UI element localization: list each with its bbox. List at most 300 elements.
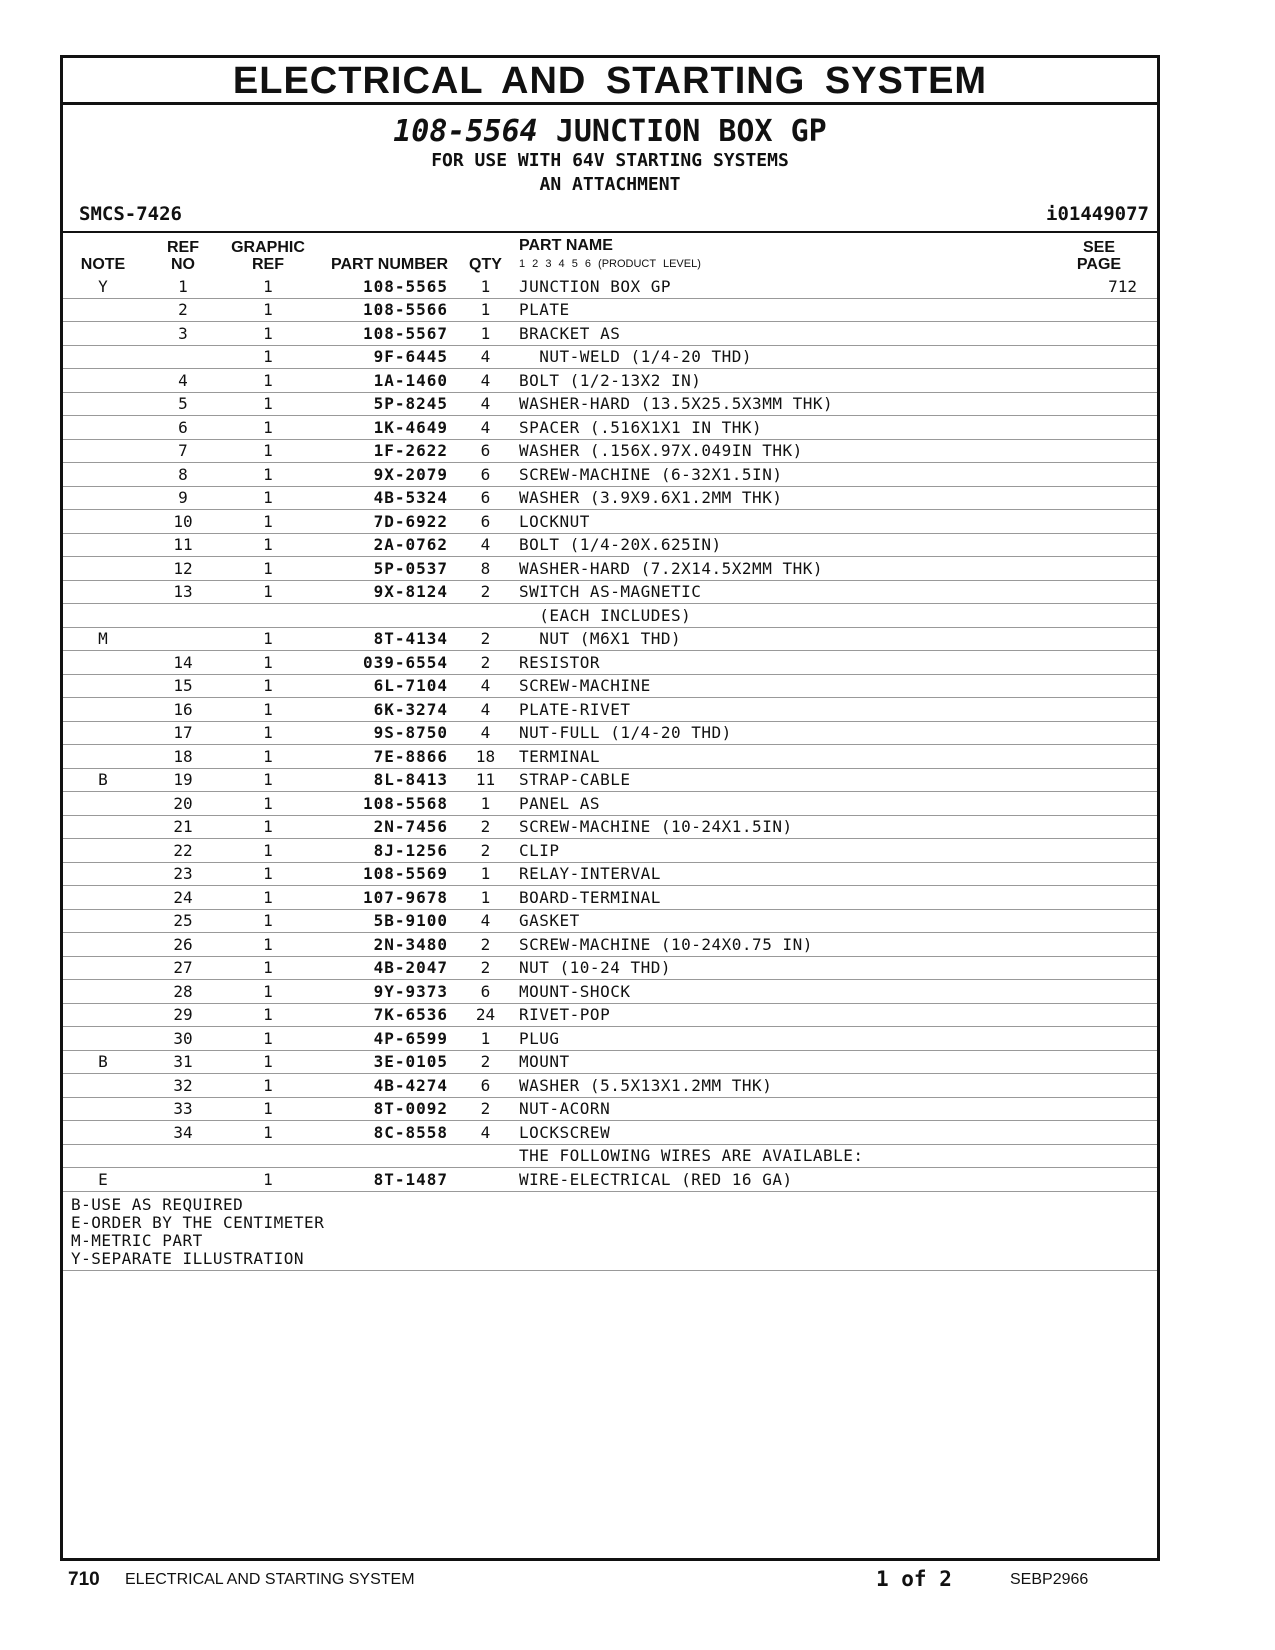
row-qty: 4 xyxy=(458,698,513,722)
row-graphic-ref: 1 xyxy=(223,768,313,792)
table-row xyxy=(63,698,1157,722)
table-row xyxy=(63,933,1157,957)
group-number: 108-5564 xyxy=(393,114,538,149)
row-graphic-ref: 1 xyxy=(223,392,313,416)
row-note xyxy=(63,345,143,369)
row-part-name: SCREW-MACHINE xyxy=(513,674,1041,698)
table-row xyxy=(63,1003,1157,1027)
row-ref-no: 30 xyxy=(143,1027,223,1051)
row-qty: 1 xyxy=(458,886,513,910)
row-note xyxy=(63,1027,143,1051)
row-ref-no: 32 xyxy=(143,1074,223,1098)
row-note xyxy=(63,1144,143,1168)
row-see-page xyxy=(1041,1144,1157,1168)
row-part-name: TERMINAL xyxy=(513,745,1041,769)
row-qty: 2 xyxy=(458,956,513,980)
row-part-number: 2N-3480 xyxy=(313,933,458,957)
note-line: B-USE AS REQUIRED xyxy=(71,1194,244,1214)
row-graphic-ref: 1 xyxy=(223,1121,313,1145)
row-graphic-ref: 1 xyxy=(223,510,313,534)
group-title xyxy=(63,115,1157,149)
row-part-name: WASHER-HARD (13.5X25.5X3MM THK) xyxy=(513,392,1041,416)
row-ref-no: 12 xyxy=(143,557,223,581)
row-qty: 6 xyxy=(458,510,513,534)
row-part-number xyxy=(313,604,458,628)
table-row xyxy=(63,651,1157,675)
row-graphic-ref: 1 xyxy=(223,1027,313,1051)
row-qty: 8 xyxy=(458,557,513,581)
row-graphic-ref: 1 xyxy=(223,533,313,557)
row-see-page xyxy=(1041,533,1157,557)
row-ref-no: 7 xyxy=(143,439,223,463)
row-part-name: BRACKET AS xyxy=(513,322,1041,346)
row-graphic-ref: 1 xyxy=(223,439,313,463)
row-qty: 4 xyxy=(458,369,513,393)
row-graphic-ref: 1 xyxy=(223,416,313,440)
table-row xyxy=(63,862,1157,886)
row-graphic-ref: 1 xyxy=(223,933,313,957)
table-row xyxy=(63,815,1157,839)
row-graphic-ref: 1 xyxy=(223,839,313,863)
document-number: SEBP2966 xyxy=(1010,1571,1089,1588)
row-part-number: 1K-4649 xyxy=(313,416,458,440)
row-graphic-ref: 1 xyxy=(223,298,313,322)
row-see-page xyxy=(1041,369,1157,393)
row-graphic-ref: 1 xyxy=(223,815,313,839)
row-ref-no xyxy=(143,345,223,369)
row-part-number: 2A-0762 xyxy=(313,533,458,557)
row-part-number: 9X-2079 xyxy=(313,463,458,487)
row-see-page xyxy=(1041,486,1157,510)
row-note xyxy=(63,486,143,510)
row-note xyxy=(63,909,143,933)
table-row xyxy=(63,721,1157,745)
row-graphic-ref: 1 xyxy=(223,463,313,487)
row-see-page xyxy=(1041,322,1157,346)
table-row xyxy=(63,510,1157,534)
row-graphic-ref: 1 xyxy=(223,345,313,369)
code-bar xyxy=(63,197,1157,233)
row-see-page xyxy=(1041,768,1157,792)
smcs-code: SMCS-7426 xyxy=(79,203,182,225)
row-ref-no: 26 xyxy=(143,933,223,957)
table-row xyxy=(63,557,1157,581)
row-qty: 1 xyxy=(458,792,513,816)
row-ref-no: 25 xyxy=(143,909,223,933)
row-ref-no: 28 xyxy=(143,980,223,1004)
row-part-name: PLUG xyxy=(513,1027,1041,1051)
row-graphic-ref: 1 xyxy=(223,557,313,581)
row-part-name: THE FOLLOWING WIRES ARE AVAILABLE: xyxy=(513,1144,1041,1168)
row-graphic-ref: 1 xyxy=(223,745,313,769)
row-part-number: 8L-8413 xyxy=(313,768,458,792)
row-qty: 4 xyxy=(458,674,513,698)
row-note xyxy=(63,745,143,769)
table-row xyxy=(63,345,1157,369)
row-part-name: SCREW-MACHINE (10-24X1.5IN) xyxy=(513,815,1041,839)
row-qty: 2 xyxy=(458,815,513,839)
row-see-page xyxy=(1041,956,1157,980)
row-see-page xyxy=(1041,298,1157,322)
row-part-name: PANEL AS xyxy=(513,792,1041,816)
row-part-number: 108-5567 xyxy=(313,322,458,346)
row-part-name: STRAP-CABLE xyxy=(513,768,1041,792)
row-graphic-ref: 1 xyxy=(223,627,313,651)
table-row xyxy=(63,886,1157,910)
row-note xyxy=(63,1074,143,1098)
col-note: NOTE xyxy=(80,256,126,273)
row-graphic-ref: 1 xyxy=(223,1168,313,1192)
row-graphic-ref xyxy=(223,604,313,628)
row-note xyxy=(63,322,143,346)
catalog-frame xyxy=(60,55,1160,1561)
table-row xyxy=(63,416,1157,440)
row-see-page xyxy=(1041,745,1157,769)
row-part-number: 108-5569 xyxy=(313,862,458,886)
table-row xyxy=(63,745,1157,769)
row-qty: 4 xyxy=(458,416,513,440)
row-ref-no: 18 xyxy=(143,745,223,769)
row-part-number: 108-5566 xyxy=(313,298,458,322)
row-qty: 2 xyxy=(458,839,513,863)
table-row xyxy=(63,1074,1157,1098)
row-part-name: BOARD-TERMINAL xyxy=(513,886,1041,910)
table-row xyxy=(63,956,1157,980)
table-row xyxy=(63,1027,1157,1051)
row-part-number: 5P-0537 xyxy=(313,557,458,581)
row-see-page xyxy=(1041,1050,1157,1074)
row-graphic-ref: 1 xyxy=(223,275,313,298)
row-qty: 6 xyxy=(458,1074,513,1098)
table-row xyxy=(63,1168,1157,1192)
table-row xyxy=(63,439,1157,463)
table-row xyxy=(63,909,1157,933)
row-qty: 2 xyxy=(458,651,513,675)
table-row xyxy=(63,298,1157,322)
row-note xyxy=(63,1121,143,1145)
row-ref-no xyxy=(143,604,223,628)
row-qty: 11 xyxy=(458,768,513,792)
row-see-page xyxy=(1041,627,1157,651)
table-row xyxy=(63,1121,1157,1145)
row-graphic-ref: 1 xyxy=(223,980,313,1004)
row-see-page xyxy=(1041,580,1157,604)
row-qty: 6 xyxy=(458,980,513,1004)
row-see-page xyxy=(1041,604,1157,628)
row-see-page xyxy=(1041,1121,1157,1145)
row-note xyxy=(63,1097,143,1121)
row-see-page xyxy=(1041,1003,1157,1027)
row-part-number: 7D-6922 xyxy=(313,510,458,534)
row-part-number: 1A-1460 xyxy=(313,369,458,393)
row-note xyxy=(63,721,143,745)
row-see-page xyxy=(1041,839,1157,863)
table-row xyxy=(63,792,1157,816)
row-part-name: NUT (M6X1 THD) xyxy=(513,627,1041,651)
row-see-page xyxy=(1041,815,1157,839)
row-note xyxy=(63,298,143,322)
row-ref-no: 21 xyxy=(143,815,223,839)
row-note xyxy=(63,956,143,980)
row-note: M xyxy=(63,627,143,651)
row-qty: 4 xyxy=(458,909,513,933)
notes-legend xyxy=(63,1192,1157,1271)
row-ref-no: 33 xyxy=(143,1097,223,1121)
row-ref-no xyxy=(143,1144,223,1168)
row-graphic-ref: 1 xyxy=(223,862,313,886)
row-qty: 1 xyxy=(458,322,513,346)
col-graphic-ref: GRAPHIC REF xyxy=(231,239,305,273)
row-part-name: WASHER (3.9X9.6X1.2MM THK) xyxy=(513,486,1041,510)
row-graphic-ref: 1 xyxy=(223,1074,313,1098)
table-row xyxy=(63,322,1157,346)
row-ref-no: 6 xyxy=(143,416,223,440)
row-ref-no: 29 xyxy=(143,1003,223,1027)
row-part-name: MOUNT xyxy=(513,1050,1041,1074)
table-header xyxy=(63,233,1157,275)
row-ref-no: 15 xyxy=(143,674,223,698)
row-ref-no: 3 xyxy=(143,322,223,346)
row-see-page xyxy=(1041,674,1157,698)
row-note xyxy=(63,674,143,698)
row-part-name: WASHER-HARD (7.2X14.5X2MM THK) xyxy=(513,557,1041,581)
col-part-number: PART NUMBER xyxy=(330,256,448,273)
row-ref-no: 13 xyxy=(143,580,223,604)
row-qty: 2 xyxy=(458,1050,513,1074)
row-ref-no: 11 xyxy=(143,533,223,557)
row-graphic-ref xyxy=(223,1144,313,1168)
row-ref-no: 17 xyxy=(143,721,223,745)
row-qty: 4 xyxy=(458,721,513,745)
row-graphic-ref: 1 xyxy=(223,580,313,604)
row-ref-no: 4 xyxy=(143,369,223,393)
note-line: Y-SEPARATE ILLUSTRATION xyxy=(71,1248,305,1268)
row-part-name: SWITCH AS-MAGNETIC xyxy=(513,580,1041,604)
row-part-number: 108-5568 xyxy=(313,792,458,816)
row-note xyxy=(63,792,143,816)
row-see-page xyxy=(1041,510,1157,534)
row-ref-no: 14 xyxy=(143,651,223,675)
row-qty: 1 xyxy=(458,275,513,298)
sheet-indicator: 1 of 2 xyxy=(876,1567,952,1591)
row-see-page xyxy=(1041,698,1157,722)
row-qty: 2 xyxy=(458,627,513,651)
row-graphic-ref: 1 xyxy=(223,1097,313,1121)
page-title: ELECTRICAL AND STARTING SYSTEM xyxy=(63,58,1157,105)
row-part-name: SCREW-MACHINE (6-32X1.5IN) xyxy=(513,463,1041,487)
row-part-name: BOLT (1/4-20X.625IN) xyxy=(513,533,1041,557)
row-part-number: 039-6554 xyxy=(313,651,458,675)
row-part-name: CLIP xyxy=(513,839,1041,863)
table-row xyxy=(63,392,1157,416)
row-see-page xyxy=(1041,651,1157,675)
row-part-name: NUT-FULL (1/4-20 THD) xyxy=(513,721,1041,745)
row-qty: 4 xyxy=(458,392,513,416)
row-part-name: LOCKSCREW xyxy=(513,1121,1041,1145)
row-note: E xyxy=(63,1168,143,1192)
row-part-number: 9F-6445 xyxy=(313,345,458,369)
row-ref-no: 23 xyxy=(143,862,223,886)
row-note xyxy=(63,392,143,416)
row-qty: 4 xyxy=(458,345,513,369)
table-row xyxy=(63,674,1157,698)
row-part-number: 6K-3274 xyxy=(313,698,458,722)
row-graphic-ref: 1 xyxy=(223,486,313,510)
row-part-number: 5P-8245 xyxy=(313,392,458,416)
row-qty: 18 xyxy=(458,745,513,769)
table-row xyxy=(63,1097,1157,1121)
row-note xyxy=(63,651,143,675)
row-ref-no: 31 xyxy=(143,1050,223,1074)
row-part-number: 4B-5324 xyxy=(313,486,458,510)
row-part-number: 1F-2622 xyxy=(313,439,458,463)
row-part-name: LOCKNUT xyxy=(513,510,1041,534)
row-qty: 24 xyxy=(458,1003,513,1027)
row-part-number: 7E-8866 xyxy=(313,745,458,769)
row-part-number: 4B-4274 xyxy=(313,1074,458,1098)
row-part-name: SCREW-MACHINE (10-24X0.75 IN) xyxy=(513,933,1041,957)
table-row xyxy=(63,1050,1157,1074)
row-part-number: 8C-8558 xyxy=(313,1121,458,1145)
row-note xyxy=(63,815,143,839)
row-part-number: 2N-7456 xyxy=(313,815,458,839)
row-qty: 2 xyxy=(458,580,513,604)
row-see-page xyxy=(1041,933,1157,957)
row-ref-no: 10 xyxy=(143,510,223,534)
row-note: B xyxy=(63,768,143,792)
row-note xyxy=(63,463,143,487)
table-row xyxy=(63,275,1157,298)
row-qty: 6 xyxy=(458,486,513,510)
row-part-number: 8J-1256 xyxy=(313,839,458,863)
row-graphic-ref: 1 xyxy=(223,956,313,980)
row-ref-no: 5 xyxy=(143,392,223,416)
table-row xyxy=(63,1144,1157,1168)
row-part-name: WASHER (5.5X13X1.2MM THK) xyxy=(513,1074,1041,1098)
row-ref-no: 22 xyxy=(143,839,223,863)
parts-table xyxy=(63,233,1157,1192)
col-qty: QTY xyxy=(469,256,502,273)
row-note xyxy=(63,980,143,1004)
footer-section: ELECTRICAL AND STARTING SYSTEM xyxy=(125,1571,415,1588)
table-row xyxy=(63,768,1157,792)
row-note xyxy=(63,933,143,957)
row-qty: 6 xyxy=(458,463,513,487)
row-see-page xyxy=(1041,463,1157,487)
row-qty: 6 xyxy=(458,439,513,463)
row-note xyxy=(63,886,143,910)
table-row xyxy=(63,580,1157,604)
row-see-page xyxy=(1041,862,1157,886)
group-usage-line: FOR USE WITH 64V STARTING SYSTEMS xyxy=(431,150,789,171)
row-part-name: NUT-WELD (1/4-20 THD) xyxy=(513,345,1041,369)
table-row xyxy=(63,463,1157,487)
row-see-page xyxy=(1041,416,1157,440)
row-part-name: PLATE xyxy=(513,298,1041,322)
row-note xyxy=(63,557,143,581)
row-graphic-ref: 1 xyxy=(223,369,313,393)
row-graphic-ref: 1 xyxy=(223,1003,313,1027)
row-graphic-ref: 1 xyxy=(223,674,313,698)
row-note xyxy=(63,533,143,557)
row-graphic-ref: 1 xyxy=(223,909,313,933)
col-ref-no: REF NO xyxy=(167,239,199,273)
row-note xyxy=(63,510,143,534)
table-row xyxy=(63,980,1157,1004)
row-part-name: (EACH INCLUDES) xyxy=(513,604,1041,628)
row-qty xyxy=(458,1144,513,1168)
row-qty: 1 xyxy=(458,298,513,322)
row-qty: 4 xyxy=(458,533,513,557)
row-qty: 2 xyxy=(458,933,513,957)
row-qty xyxy=(458,604,513,628)
row-part-number: 8T-4134 xyxy=(313,627,458,651)
row-part-number: 5B-9100 xyxy=(313,909,458,933)
row-see-page: 712 xyxy=(1041,275,1157,298)
table-row xyxy=(63,604,1157,628)
illustration-id: i01449077 xyxy=(1046,203,1149,225)
row-note xyxy=(63,698,143,722)
row-see-page xyxy=(1041,792,1157,816)
col-part-name: PART NAME 1 2 3 4 5 6 (PRODUCT LEVEL) xyxy=(519,237,701,270)
row-part-name: GASKET xyxy=(513,909,1041,933)
row-part-number: 7K-6536 xyxy=(313,1003,458,1027)
row-note xyxy=(63,839,143,863)
row-part-name: NUT-ACORN xyxy=(513,1097,1041,1121)
row-note xyxy=(63,369,143,393)
row-note: B xyxy=(63,1050,143,1074)
row-part-number: 8T-0092 xyxy=(313,1097,458,1121)
row-part-name: JUNCTION BOX GP xyxy=(513,275,1041,298)
row-see-page xyxy=(1041,345,1157,369)
row-part-number: 108-5565 xyxy=(313,275,458,298)
row-part-name: WASHER (.156X.97X.049IN THK) xyxy=(513,439,1041,463)
table-row xyxy=(63,486,1157,510)
row-see-page xyxy=(1041,721,1157,745)
row-ref-no: 27 xyxy=(143,956,223,980)
row-part-number: 4B-2047 xyxy=(313,956,458,980)
row-qty: 1 xyxy=(458,862,513,886)
row-see-page xyxy=(1041,439,1157,463)
row-see-page xyxy=(1041,392,1157,416)
row-part-name: RESISTOR xyxy=(513,651,1041,675)
row-graphic-ref: 1 xyxy=(223,886,313,910)
row-part-number: 6L-7104 xyxy=(313,674,458,698)
row-part-name: SPACER (.516X1X1 IN THK) xyxy=(513,416,1041,440)
row-note xyxy=(63,604,143,628)
row-graphic-ref: 1 xyxy=(223,1050,313,1074)
row-qty xyxy=(458,1168,513,1192)
table-row xyxy=(63,627,1157,651)
row-ref-no: 19 xyxy=(143,768,223,792)
row-note xyxy=(63,1003,143,1027)
group-name: JUNCTION BOX GP xyxy=(555,114,827,149)
group-attachment-line: AN ATTACHMENT xyxy=(539,174,681,195)
table-row xyxy=(63,839,1157,863)
row-ref-no: 24 xyxy=(143,886,223,910)
row-part-number xyxy=(313,1144,458,1168)
row-qty: 4 xyxy=(458,1121,513,1145)
row-see-page xyxy=(1041,1027,1157,1051)
row-ref-no xyxy=(143,627,223,651)
row-see-page xyxy=(1041,1168,1157,1192)
row-part-name: BOLT (1/2-13X2 IN) xyxy=(513,369,1041,393)
row-ref-no: 9 xyxy=(143,486,223,510)
row-part-name: PLATE-RIVET xyxy=(513,698,1041,722)
row-ref-no: 20 xyxy=(143,792,223,816)
row-see-page xyxy=(1041,886,1157,910)
product-level: 1 2 3 4 5 6 (PRODUCT LEVEL) xyxy=(519,258,701,270)
